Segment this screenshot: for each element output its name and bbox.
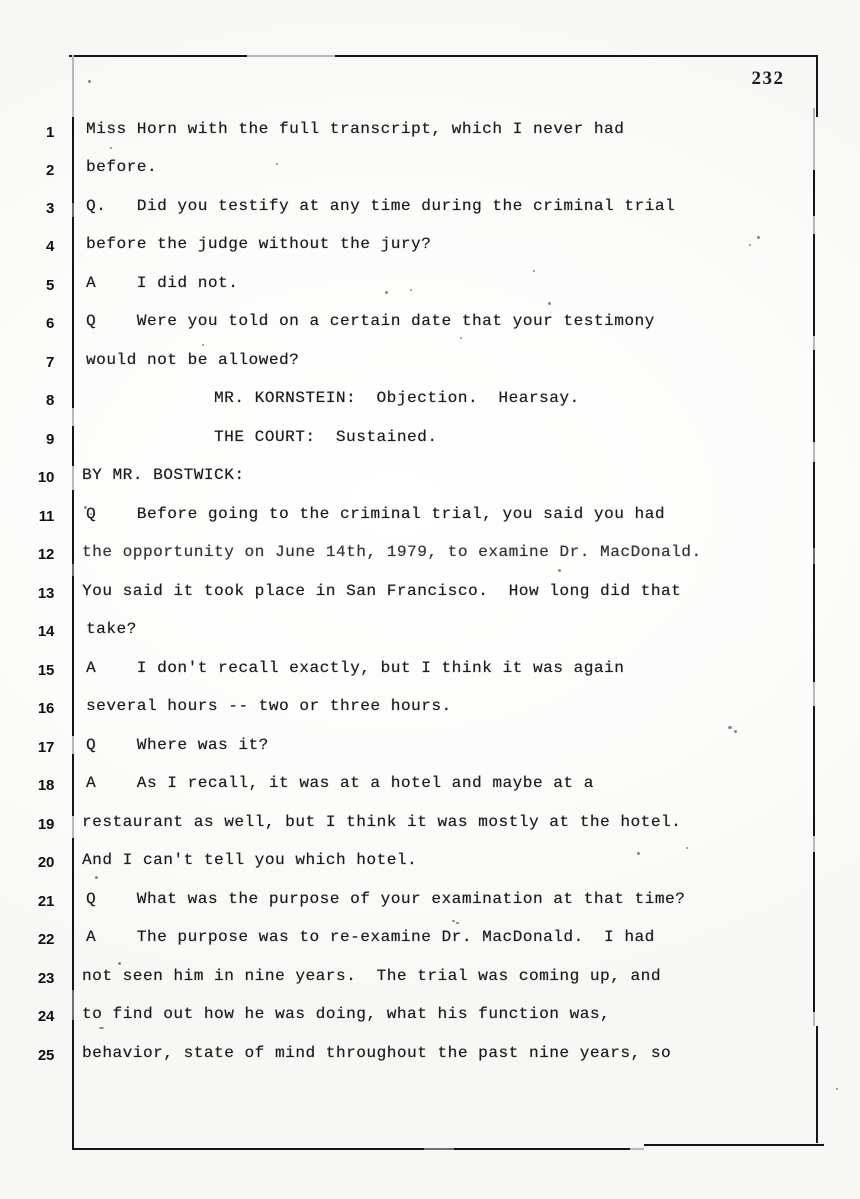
- transcript-line: before.: [86, 158, 158, 176]
- scan-speck: [202, 344, 204, 346]
- frame-left-rule: [72, 466, 74, 490]
- scan-speck: [88, 80, 91, 83]
- scan-speck: [836, 1088, 838, 1090]
- line-number: 8: [45, 392, 54, 409]
- line-number: 15: [37, 662, 54, 679]
- scan-speck: [456, 922, 459, 924]
- scan-speck: [99, 1027, 104, 1029]
- scan-speck: [95, 876, 98, 879]
- scan-speck: [410, 289, 412, 291]
- line-number: 5: [45, 277, 54, 294]
- frame-right-rule: [813, 442, 815, 462]
- line-number: 13: [37, 585, 54, 602]
- frame-right-rule: [813, 706, 815, 836]
- scan-speck: [749, 244, 751, 246]
- line-number: 3: [45, 200, 54, 217]
- scan-speck: [558, 569, 561, 572]
- transcript-line: behavior, state of mind throughout the past nine years, so: [82, 1044, 672, 1062]
- frame-left-rule: [72, 490, 74, 564]
- page-number: 232: [751, 68, 785, 89]
- line-number: 10: [37, 469, 54, 486]
- frame-top-rule-gap: [247, 55, 335, 57]
- transcript-line: A As I recall, it was at a hotel and maybe at a: [86, 774, 594, 792]
- scan-speck: [110, 147, 112, 149]
- scan-speck: [728, 726, 732, 729]
- transcript-line: take?: [86, 620, 137, 638]
- frame-bottom-rule-gap: [630, 1148, 644, 1150]
- transcript-line: before the judge without the jury?: [86, 235, 432, 253]
- line-number: 23: [37, 970, 54, 987]
- line-number: 20: [37, 854, 54, 871]
- frame-right-rule: [813, 564, 815, 682]
- line-number: 7: [45, 354, 54, 371]
- transcript-line: not seen him in nine years. The trial was coming up, and: [82, 967, 661, 985]
- frame-left-rule: [72, 576, 74, 736]
- transcript-line: Miss Horn with the full transcript, which I never had: [86, 120, 625, 138]
- frame-left-rule: [72, 1020, 74, 1150]
- frame-right-rule: [816, 1026, 818, 1143]
- line-number: 11: [38, 508, 54, 525]
- frame-right-rule: [813, 336, 815, 350]
- frame-left-rule: [72, 990, 74, 1020]
- scan-speck: [460, 337, 462, 339]
- scan-speck: [385, 291, 388, 294]
- transcript-line: Q Were you told on a certain date that your testimony: [86, 312, 655, 330]
- frame-left-rule: [72, 408, 74, 426]
- frame-left-rule: [72, 203, 74, 217]
- scan-speck: [276, 163, 278, 165]
- line-number: 21: [37, 893, 54, 910]
- scan-speck: [637, 852, 640, 855]
- frame-left-rule: [72, 117, 74, 203]
- transcript-line: Q What was the purpose of your examination at that time?: [86, 890, 686, 908]
- transcript-line: restaurant as well, but I think it was mostly at the hotel.: [82, 813, 682, 831]
- scan-speck: [734, 730, 737, 733]
- transcript-line: BY MR. BOSTWICK:: [82, 466, 245, 484]
- frame-left-rule: [72, 426, 74, 466]
- frame-left-rule: [72, 736, 74, 754]
- frame-right-rule: [813, 836, 815, 852]
- transcript-line: Q Before going to the criminal trial, you said you had: [86, 505, 665, 523]
- transcript-line: Q Where was it?: [86, 736, 269, 754]
- frame-left-rule: [72, 55, 74, 117]
- transcript-line: to find out how he was doing, what his function was,: [82, 1005, 611, 1023]
- frame-right-rule: [813, 682, 815, 706]
- frame-left-rule: [72, 754, 74, 816]
- line-number: 16: [37, 700, 54, 717]
- frame-right-rule: [813, 108, 815, 170]
- scan-speck: [118, 962, 121, 965]
- frame-left-rule: [72, 564, 74, 576]
- transcript-line: Q. Did you testify at any time during the criminal trial: [86, 197, 676, 215]
- transcript-line: And I can't tell you which hotel.: [82, 851, 418, 869]
- line-number: 14: [37, 623, 54, 640]
- scan-speck: [548, 302, 551, 305]
- frame-left-rule: [72, 838, 74, 990]
- scan-speck: [452, 920, 455, 922]
- transcript-line: MR. KORNSTEIN: Objection. Hearsay.: [214, 389, 580, 407]
- line-number: 24: [37, 1008, 54, 1025]
- frame-right-rule: [813, 548, 815, 564]
- frame-bottom-rule: [644, 1144, 824, 1146]
- frame-right-rule: [813, 234, 815, 336]
- frame-right-rule: [813, 1012, 815, 1026]
- line-number: 4: [45, 238, 54, 255]
- frame-right-rule: [813, 170, 815, 216]
- frame-top-rule: [335, 55, 817, 57]
- line-number: 12: [37, 546, 54, 563]
- frame-right-rule: [813, 852, 815, 1012]
- scan-speck: [533, 270, 535, 272]
- frame-right-rule: [813, 350, 815, 442]
- frame-left-rule: [72, 217, 74, 408]
- frame-left-rule: [72, 816, 74, 838]
- frame-right-rule: [813, 216, 815, 234]
- line-number: 22: [37, 931, 54, 948]
- line-number: 18: [37, 777, 54, 794]
- frame-bottom-rule: [454, 1148, 630, 1150]
- transcript-line: You said it took place in San Francisco. How long did that: [82, 582, 682, 600]
- transcript-line: THE COURT: Sustained.: [214, 428, 438, 446]
- line-number: 25: [37, 1047, 54, 1064]
- frame-right-rule: [816, 55, 818, 117]
- line-number: 19: [37, 816, 54, 833]
- scan-speck: [686, 847, 688, 849]
- transcript-line: A The purpose was to re-examine Dr. MacDonald. I had: [86, 928, 655, 946]
- line-number: 1: [45, 124, 54, 141]
- transcript-line: the opportunity on June 14th, 1979, to examine Dr. MacDonald.: [82, 543, 702, 561]
- frame-bottom-rule: [72, 1148, 424, 1150]
- line-number: 17: [37, 739, 54, 756]
- transcript-line: A I don't recall exactly, but I think it was again: [86, 659, 625, 677]
- line-number: 9: [45, 431, 54, 448]
- frame-top-rule: [69, 55, 247, 57]
- scan-speck: [757, 236, 760, 239]
- transcript-line: several hours -- two or three hours.: [86, 697, 452, 715]
- line-number: 2: [45, 162, 54, 179]
- frame-bottom-rule-gap: [424, 1148, 454, 1150]
- transcript-line: would not be allowed?: [86, 351, 300, 369]
- line-number: 6: [45, 315, 54, 332]
- frame-right-rule: [813, 462, 815, 548]
- transcript-line: A I did not.: [86, 274, 239, 292]
